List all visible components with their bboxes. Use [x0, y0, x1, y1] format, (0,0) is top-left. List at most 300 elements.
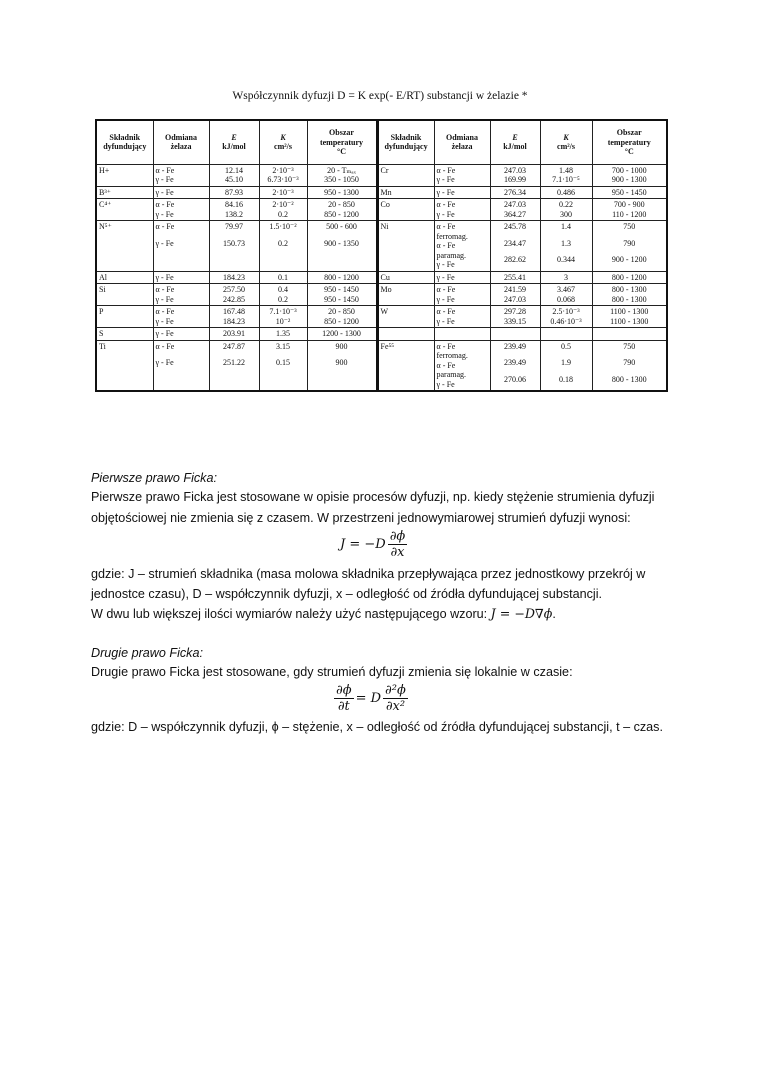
- component-label: P: [99, 307, 104, 316]
- header-variety: Odmiana żelaza: [153, 120, 209, 164]
- cell-line: [212, 232, 257, 239]
- cell-k: [540, 328, 592, 341]
- cell-line: [543, 248, 590, 255]
- cell-line: 950 - 1300: [324, 187, 359, 197]
- component-label: Cr: [380, 165, 389, 175]
- cell-line: γ - Fe: [155, 175, 174, 184]
- component-label: H+: [99, 165, 110, 175]
- cell-line: 900: [335, 358, 348, 367]
- component-label: W: [380, 307, 389, 316]
- cell-line: γ - Fe: [155, 209, 174, 219]
- cell-energy: [490, 340, 540, 391]
- cell-line: [595, 351, 665, 358]
- cell-temp-range: [307, 271, 377, 284]
- component-label: Mn: [380, 187, 392, 197]
- cell-energy: [209, 199, 259, 221]
- cell-k: [259, 306, 307, 328]
- table-row: [96, 328, 667, 341]
- cell-line: 297.28: [504, 307, 526, 316]
- cell-energy: [490, 284, 540, 306]
- cell-variety: [434, 328, 490, 341]
- cell-line: 20 - 850: [328, 307, 355, 316]
- cell-line: 150.73: [223, 238, 245, 248]
- cell-line: α - Fe: [155, 222, 175, 231]
- cell-line: γ - Fe: [155, 329, 174, 338]
- cell-line: 700 - 1000: [611, 165, 647, 175]
- cell-component: [96, 306, 153, 328]
- header-energy: E kJ/mol: [209, 120, 259, 164]
- cell-line: γ - Fe: [155, 238, 174, 248]
- cell-line: 800 - 1300: [611, 294, 647, 304]
- cell-line: paramag.: [436, 370, 467, 379]
- multi-dim-text: W dwu lub większej ilości wymiarów należy użyć następującego wzoru:: [91, 607, 488, 621]
- table-row: [96, 199, 667, 221]
- cell-line: paramag.: [436, 250, 467, 260]
- cell-line: 255.41: [504, 272, 526, 282]
- cell-line: γ - Fe: [436, 272, 455, 282]
- diffusion-table: [95, 119, 668, 392]
- cell-line: 7.1·10⁻³: [269, 307, 297, 316]
- component-label: N⁵⁺: [99, 222, 112, 231]
- cell-energy: [490, 328, 540, 341]
- cell-line: ferromag.: [436, 351, 468, 360]
- cell-temp-range: [592, 186, 667, 199]
- table-row: [96, 340, 667, 391]
- first-law-formula: [340, 529, 409, 560]
- cell-line: 0.2: [278, 294, 288, 304]
- cell-temp-range: [592, 306, 667, 328]
- cell-line: 0.1: [278, 272, 288, 282]
- cell-k: [259, 221, 307, 272]
- cell-line: α - Fe: [436, 341, 456, 351]
- cell-component: [96, 221, 153, 272]
- cell-line: 2·10⁻³: [272, 165, 294, 175]
- cell-line: [310, 351, 374, 358]
- cell-k: [540, 306, 592, 328]
- cell-component: [377, 306, 434, 328]
- cell-temp-range: [307, 306, 377, 328]
- cell-line: 241.59: [504, 285, 526, 294]
- cell-k: [259, 340, 307, 391]
- cell-line: α - Fe: [155, 200, 175, 209]
- component-label: Al: [99, 272, 107, 282]
- cell-line: α - Fe: [436, 165, 456, 175]
- cell-line: 242.85: [223, 294, 245, 304]
- header-variety: Odmiana żelaza: [434, 120, 490, 164]
- cell-line: 950 - 1450: [324, 294, 359, 304]
- formula-denominator: ∂x: [390, 545, 405, 560]
- cell-variety: [434, 340, 490, 391]
- second-law-line-1: Drugie prawo Ficka jest stosowane, gdy strumień dyfuzji zmienia się lokalnie w czasie:: [91, 665, 573, 679]
- cell-energy: [209, 340, 259, 391]
- cell-variety: [153, 271, 209, 284]
- cell-line: [595, 248, 665, 255]
- cell-line: [262, 351, 305, 358]
- cell-k: [540, 340, 592, 391]
- first-law-where-2: jednostce czasu), D – współczynnik dyfuzji, x – odległość od źródła dyfundującej substancji.: [91, 587, 603, 601]
- cell-line: [543, 368, 590, 375]
- component-label: Ti: [99, 341, 106, 351]
- cell-line: 1.9: [561, 358, 571, 367]
- cell-line: 3.15: [276, 341, 290, 351]
- cell-energy: [209, 186, 259, 199]
- cell-k: [259, 199, 307, 221]
- cell-line: 0.15: [276, 358, 290, 367]
- cell-line: 800 - 1300: [611, 374, 647, 384]
- second-law-where: gdzie: D – współczynnik dyfuzji, ϕ – stężenie, x – odległość od źródła dyfundującej substancji, t – czas.: [91, 720, 663, 734]
- cell-energy: [209, 164, 259, 186]
- component-label: Co: [380, 200, 390, 209]
- cell-line: [543, 232, 590, 239]
- cell-line: 1.35: [276, 329, 290, 338]
- cell-line: 3: [564, 272, 568, 282]
- cell-line: γ - Fe: [436, 294, 455, 304]
- cell-k: [259, 271, 307, 284]
- header-energy: E kJ/mol: [490, 120, 540, 164]
- cell-line: 1.5·10⁻²: [269, 222, 297, 231]
- cell-line: α - Fe: [436, 241, 456, 250]
- cell-line: γ - Fe: [436, 316, 455, 326]
- formula-equals-d: = D: [355, 691, 382, 706]
- cell-k: [540, 284, 592, 306]
- cell-temp-range: [307, 340, 377, 391]
- cell-line: 0.4: [278, 285, 288, 294]
- cell-line: [543, 351, 590, 358]
- table-row: [96, 164, 667, 186]
- cell-line: 2.5·10⁻³: [552, 307, 580, 316]
- cell-line: α - Fe: [436, 307, 456, 316]
- cell-line: α - Fe: [436, 285, 456, 294]
- cell-energy: [490, 186, 540, 199]
- cell-line: [156, 232, 207, 239]
- cell-temp-range: [307, 199, 377, 221]
- cell-component: [96, 199, 153, 221]
- cell-line: ferromag.: [436, 231, 468, 241]
- formula-right-numerator: ∂²ϕ: [385, 683, 406, 698]
- cell-variety: [153, 328, 209, 341]
- cell-component: [377, 340, 434, 391]
- component-label: Mo: [380, 285, 392, 294]
- cell-component: [377, 221, 434, 272]
- cell-line: 2·10⁻³: [272, 187, 294, 197]
- cell-line: 239.49: [504, 358, 526, 367]
- cell-line: 750: [623, 222, 636, 231]
- cell-line: 203.91: [223, 329, 245, 338]
- cell-k: [540, 199, 592, 221]
- header-component: Składnik dyfundujący: [377, 120, 434, 164]
- cell-line: α - Fe: [155, 285, 175, 294]
- cell-variety: [434, 164, 490, 186]
- table-header-row: [96, 120, 667, 164]
- multi-dim-formula: J = −D∇ϕ: [490, 606, 553, 621]
- header-component: Składnik dyfundujący: [96, 120, 153, 164]
- period: .: [552, 607, 556, 621]
- cell-line: 0.2: [278, 209, 288, 219]
- cell-line: γ - Fe: [155, 294, 174, 304]
- cell-variety: [434, 284, 490, 306]
- cell-line: 0.2: [278, 238, 288, 248]
- cell-line: 276.34: [504, 187, 526, 197]
- cell-line: α - Fe: [155, 307, 175, 316]
- cell-line: 270.06: [504, 374, 526, 384]
- cell-line: [493, 248, 538, 255]
- cell-variety: [153, 221, 209, 272]
- cell-line: 900 - 1350: [324, 238, 359, 248]
- cell-variety: [153, 340, 209, 391]
- cell-energy: [490, 306, 540, 328]
- cell-component: [377, 328, 434, 341]
- cell-variety: [153, 199, 209, 221]
- cell-k: [540, 164, 592, 186]
- cell-component: [96, 340, 153, 391]
- cell-line: 247.03: [504, 294, 526, 304]
- cell-line: 10⁻²: [275, 316, 291, 326]
- cell-line: 247.03: [504, 165, 526, 175]
- cell-line: 20 - 850: [328, 200, 355, 209]
- cell-line: 247.87: [223, 341, 245, 351]
- cell-line: 850 - 1200: [324, 316, 359, 326]
- cell-line: 850 - 1200: [324, 209, 359, 219]
- cell-energy: [209, 306, 259, 328]
- cell-line: 138.2: [225, 209, 243, 219]
- table-row: [96, 284, 667, 306]
- table-title: Współczynnik dyfuzji D = K exp(- E/RT) substancji w żelazie *: [232, 90, 528, 102]
- cell-line: [493, 232, 538, 239]
- cell-line: 247.03: [504, 200, 526, 209]
- cell-line: 239.49: [504, 341, 526, 351]
- cell-energy: [209, 328, 259, 341]
- cell-line: 364.27: [504, 209, 526, 219]
- cell-line: 79.97: [225, 222, 243, 231]
- cell-line: γ - Fe: [436, 209, 455, 219]
- cell-component: [377, 284, 434, 306]
- second-law-formula: [332, 683, 410, 714]
- header-temp-range: Obszar temperatury °C: [307, 120, 377, 164]
- cell-temp-range: [307, 328, 377, 341]
- cell-line: [310, 232, 374, 239]
- cell-temp-range: [592, 328, 667, 341]
- cell-line: 790: [623, 238, 636, 248]
- cell-line: [212, 351, 257, 358]
- cell-energy: [490, 221, 540, 272]
- cell-line: 257.50: [223, 285, 245, 294]
- cell-variety: [434, 306, 490, 328]
- cell-line: α - Fe: [436, 222, 456, 231]
- cell-line: 1100 - 1300: [610, 307, 649, 316]
- table-row: [96, 221, 667, 272]
- cell-line: 500 - 600: [326, 222, 357, 231]
- cell-line: 900 - 1200: [611, 255, 647, 264]
- cell-line: 300: [560, 209, 572, 219]
- cell-line: γ - Fe: [155, 272, 174, 282]
- cell-line: 1200 - 1300: [322, 329, 361, 338]
- cell-temp-range: [307, 186, 377, 199]
- cell-temp-range: [592, 284, 667, 306]
- cell-energy: [209, 221, 259, 272]
- cell-line: 0.46·10⁻³: [550, 316, 582, 326]
- cell-variety: [434, 199, 490, 221]
- cell-variety: [153, 306, 209, 328]
- formula-fraction: [388, 529, 408, 560]
- first-law-where-1: gdzie: J – strumień składnika (masa molowa składnika przepływająca przez jednostkowy przekrój w: [91, 567, 646, 581]
- cell-line: 20 - Tₘₐₓ: [327, 165, 356, 175]
- formula-left-denominator: ∂t: [337, 699, 350, 714]
- cell-line: 184.23: [223, 316, 245, 326]
- cell-line: [262, 232, 305, 239]
- cell-line: 1.3: [561, 238, 571, 248]
- cell-component: [377, 164, 434, 186]
- table-row: [96, 271, 667, 284]
- cell-line: γ - Fe: [436, 379, 455, 389]
- cell-temp-range: [307, 221, 377, 272]
- cell-line: 87.93: [225, 187, 243, 197]
- header-k: K cm²/s: [259, 120, 307, 164]
- cell-temp-range: [307, 284, 377, 306]
- component-label: Cu: [380, 272, 390, 282]
- cell-line: 169.99: [504, 175, 526, 184]
- cell-line: [493, 368, 538, 375]
- cell-line: 0.344: [557, 255, 575, 264]
- cell-line: α - Fe: [436, 200, 456, 209]
- cell-line: 950 - 1450: [611, 187, 647, 197]
- cell-line: α - Fe: [155, 165, 175, 175]
- cell-line: 7.1·10⁻⁵: [552, 175, 580, 184]
- cell-line: 800 - 1300: [611, 285, 647, 294]
- header-temp-range: Obszar temperatury °C: [592, 120, 667, 164]
- component-label: Fe⁵⁵: [380, 341, 395, 351]
- cell-line: 750: [623, 341, 636, 351]
- first-law-line-1: Pierwsze prawo Ficka jest stosowane w opisie procesów dyfuzji, np. kiedy stężenie strumienia dyfuzji: [91, 490, 655, 504]
- cell-line: 0.486: [557, 187, 575, 197]
- cell-line: γ - Fe: [155, 358, 174, 367]
- cell-line: 184.23: [223, 272, 245, 282]
- cell-component: [377, 199, 434, 221]
- cell-line: 45.10: [225, 175, 243, 184]
- cell-variety: [153, 164, 209, 186]
- formula-left-numerator: ∂ϕ: [336, 683, 352, 698]
- cell-temp-range: [307, 164, 377, 186]
- cell-variety: [153, 284, 209, 306]
- first-law-line-2: objętościowej nie zmienia się z czasem. W przestrzeni jednowymiarowej strumień dyfuzji wynosi:: [91, 511, 631, 525]
- cell-line: 1100 - 1300: [610, 316, 649, 326]
- formula-right-denominator: ∂x²: [385, 699, 406, 714]
- cell-variety: [153, 186, 209, 199]
- cell-energy: [209, 284, 259, 306]
- cell-line: 167.48: [223, 307, 245, 316]
- cell-variety: [434, 221, 490, 272]
- cell-line: 900: [335, 341, 348, 351]
- cell-component: [377, 186, 434, 199]
- formula-lhs: J = −D: [340, 537, 386, 552]
- cell-line: 0.5: [561, 341, 571, 351]
- cell-variety: [434, 186, 490, 199]
- component-label: Si: [99, 285, 106, 294]
- cell-energy: [209, 271, 259, 284]
- second-law-heading: Drugie prawo Ficka:: [91, 646, 203, 660]
- cell-component: [96, 271, 153, 284]
- table-body: [96, 164, 667, 391]
- cell-line: 282.62: [504, 255, 526, 264]
- cell-component: [96, 284, 153, 306]
- cell-line: 700 - 900: [613, 200, 645, 209]
- cell-k: [540, 221, 592, 272]
- cell-line: 110 - 1200: [612, 209, 647, 219]
- cell-temp-range: [592, 199, 667, 221]
- cell-component: [96, 328, 153, 341]
- cell-line: 234.47: [504, 238, 526, 248]
- table-row: [96, 306, 667, 328]
- table-row: [96, 186, 667, 199]
- cell-line: 0.22: [559, 200, 573, 209]
- cell-line: 3.467: [557, 285, 575, 294]
- formula-numerator: ∂ϕ: [389, 529, 406, 544]
- cell-line: 900 - 1300: [611, 175, 647, 184]
- cell-line: 0.068: [557, 294, 575, 304]
- cell-line: γ - Fe: [436, 187, 455, 197]
- cell-component: [377, 271, 434, 284]
- cell-k: [259, 186, 307, 199]
- first-law-multi-dim: [91, 605, 556, 623]
- cell-line: [595, 232, 665, 239]
- cell-line: 0.18: [559, 374, 573, 384]
- cell-line: γ - Fe: [155, 316, 174, 326]
- cell-line: 12.14: [225, 165, 243, 175]
- cell-line: γ - Fe: [155, 187, 174, 197]
- cell-energy: [490, 164, 540, 186]
- cell-line: 1.48: [559, 165, 573, 175]
- formula-right-fraction: [383, 683, 408, 714]
- component-label: B³⁺: [99, 187, 111, 197]
- cell-k: [540, 186, 592, 199]
- cell-k: [259, 164, 307, 186]
- cell-line: [595, 368, 665, 375]
- cell-temp-range: [592, 164, 667, 186]
- formula-left-fraction: [334, 683, 354, 714]
- cell-line: 950 - 1450: [324, 285, 359, 294]
- cell-variety: [434, 271, 490, 284]
- cell-component: [96, 164, 153, 186]
- first-law-heading: Pierwsze prawo Ficka:: [91, 471, 217, 485]
- cell-line: 245.78: [504, 222, 526, 231]
- cell-component: [96, 186, 153, 199]
- cell-line: 1.4: [561, 222, 571, 231]
- cell-k: [540, 271, 592, 284]
- cell-line: 350 - 1050: [324, 175, 359, 184]
- cell-energy: [490, 271, 540, 284]
- cell-line: 339.15: [504, 316, 526, 326]
- component-label: Ni: [380, 222, 389, 231]
- header-k: K cm²/s: [540, 120, 592, 164]
- cell-line: 800 - 1200: [324, 272, 359, 282]
- component-label: C⁴⁺: [99, 200, 112, 209]
- cell-k: [259, 328, 307, 341]
- cell-line: α - Fe: [155, 341, 175, 351]
- cell-line: 251.22: [223, 358, 245, 367]
- cell-line: [156, 351, 207, 358]
- cell-line: γ - Fe: [436, 175, 455, 184]
- cell-k: [259, 284, 307, 306]
- cell-line: γ - Fe: [436, 260, 455, 269]
- cell-line: [493, 351, 538, 358]
- cell-line: 800 - 1200: [611, 272, 647, 282]
- cell-energy: [490, 199, 540, 221]
- cell-temp-range: [592, 271, 667, 284]
- cell-line: 2·10⁻²: [272, 200, 294, 209]
- cell-temp-range: [592, 221, 667, 272]
- cell-line: 790: [623, 358, 636, 367]
- cell-line: 6.73·10⁻³: [267, 175, 299, 184]
- cell-line: α - Fe: [436, 360, 456, 370]
